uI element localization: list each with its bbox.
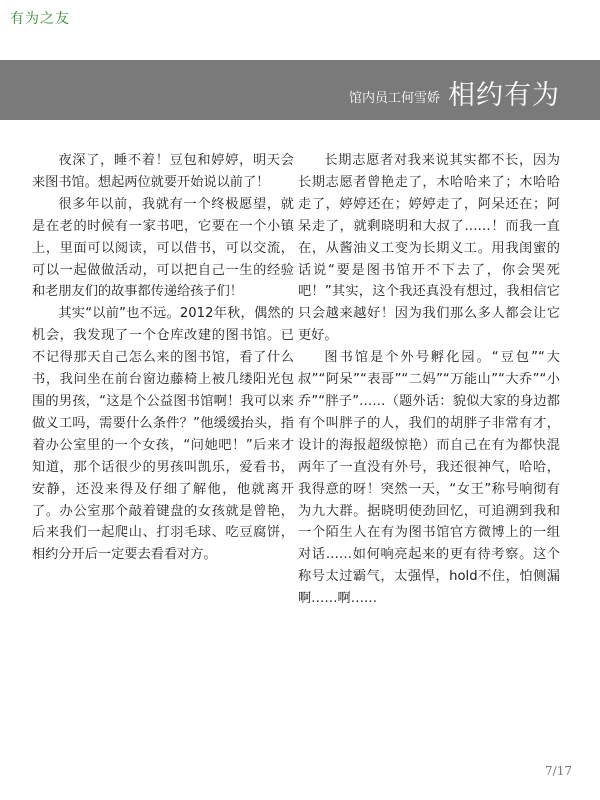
title-banner [0,60,600,120]
right-column [298,150,560,610]
article-title: 相约有为 [448,80,560,111]
paragraph: 很多年以前，我就有一个终极愿望，就是在老的时候有一家书吧，它要在一个小镇上，里面可以阅读，可以借书，可以交流，可以一起做做活动，可以把自己一生的经验和老朋友们的故事都传递给孩子们！ [32,196,294,300]
left-column [32,150,294,566]
brand-label: 有为之友 [10,11,70,27]
paragraph: 长期志愿者对我来说其实都不长，因为长期志愿者曾艳走了，木哈哈来了；木哈哈走了，婷婷还在；婷婷走了，阿呆还在；阿呆走了，就剩晓明和大叔了……！而我一直在，从酱油义工变为长期义工。用我闺蜜的话说“要是图书馆开不下去了，你会哭死吧！”其实，这个我还真没有想过，我相信它只会越来越好！因为我们那么多人都会让它更好。 [298,153,560,344]
paragraph: 其实“以前”也不远。2012年秋，偶然的机会，我发现了一个仓库改建的图书馆。已不记得那天自己怎么来的图书馆，看了什么书，我问坐在前台窗边藤椅上被几缕阳光包围的男孩，“这是个公益图书馆啊！我可以来做义工吗，需要什么条件？”他缓缓抬头，指着办公室里的一个女孩，“问她吧！”后来才知道，那个话很少的男孩叫凯乐，爱看书，安静，还没来得及仔细了解他，他就离开了。办公室那个敲着键盘的女孩就是曾艳，后来我们一起爬山、打羽毛球、吃豆腐饼，相约分开后一定要去看看对方。 [32,306,294,563]
paragraph: 图书馆是个外号孵化园。“豆包”“大叔”“阿呆”“表哥”“二妈”“万能山”“大乔”“小乔”“胖子”……（题外话：貌似大家的身边都有个叫胖子的人，我们的胡胖子非常有才，设计的海报超级惊艳）而自己在有为都快混两年了一直没有外号，我还很神气，哈哈，我得意的呀！突然一天，“女王”称号响彻有为九大群。据晓明使劲回忆，可追溯到我和一个陌生人在有为图书馆官方微博上的一组对话……如何响亮起来的更有待考察。这个称号太过霸气，太强悍，hold不住，怕侧漏啊……啊…… [298,350,560,607]
page-number: 7/17 [545,764,572,778]
author-label: 馆内员工何雪娇 [348,91,440,106]
paragraph: 夜深了，睡不着！豆包和婷婷，明天会来图书馆。想起两位就要开始说以前了！ [32,153,294,190]
